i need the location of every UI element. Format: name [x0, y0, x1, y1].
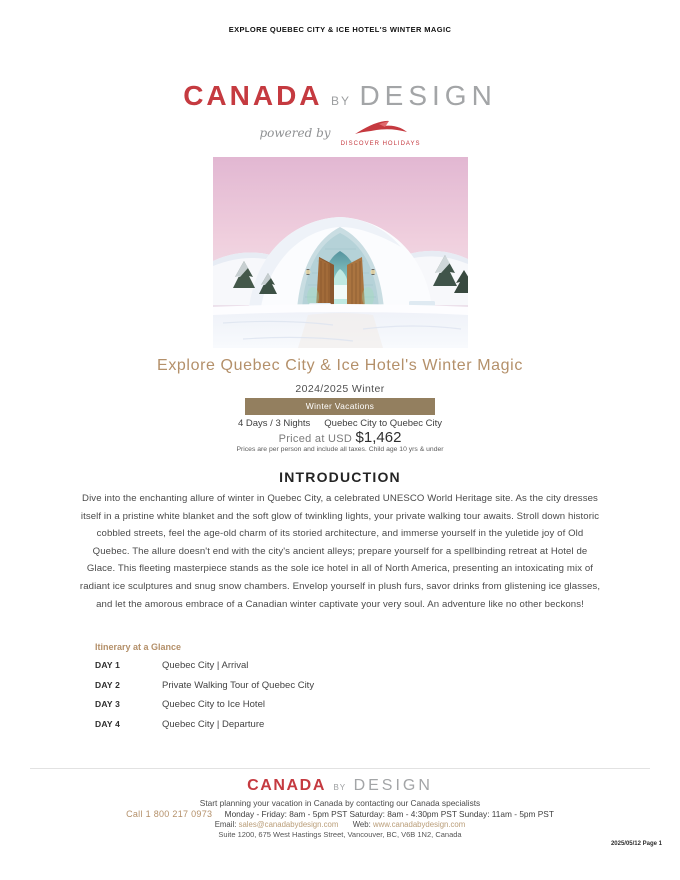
day-label: DAY 3 — [95, 699, 121, 709]
footer-contact-line — [0, 820, 680, 829]
day-description: Quebec City | Arrival — [162, 660, 249, 671]
itinerary-row-day1 — [95, 660, 535, 671]
price-value: $1,462 — [355, 429, 402, 446]
brand-design-wordmark: DESIGN — [359, 80, 497, 111]
powered-by-row — [0, 118, 680, 147]
day-description: Quebec City | Departure — [162, 718, 265, 730]
footer-brand-logo — [0, 777, 680, 795]
itinerary-section — [95, 642, 535, 738]
day-label: DAY 2 — [95, 679, 121, 690]
brand-by-text: BY — [333, 783, 347, 792]
footer-address: Suite 1200, 675 West Hastings Street, Vancouver, BC, V6B 1N2, Canada — [218, 830, 462, 839]
powered-by-label: powered by — [259, 126, 331, 140]
day-label: DAY 1 — [95, 660, 121, 670]
trip-route: Quebec City to Quebec City — [324, 418, 443, 429]
day-label: DAY 4 — [95, 718, 121, 729]
trip-title: Explore Quebec City & Ice Hotel's Winter Magic — [157, 357, 523, 374]
priced-at-label: Priced at USD — [278, 433, 353, 445]
footer-call-line — [0, 809, 680, 819]
document-header-title: EXPLORE QUEBEC CITY & ICE HOTEL'S WINTER MAGIC — [228, 25, 452, 34]
day-description: Private Walking Tour of Quebec City — [162, 679, 315, 691]
footer-divider — [30, 768, 650, 769]
brand-canada-wordmark: CANADA — [247, 777, 326, 794]
trip-meta — [0, 418, 680, 429]
email-label: Email: — [214, 820, 237, 829]
web-link[interactable]: www.canadabydesign.com — [372, 820, 466, 829]
brand-by-text: BY — [330, 94, 351, 108]
itinerary-row-day3 — [95, 699, 535, 710]
page-stamp: 2025/05/12 Page 1 — [610, 841, 662, 847]
itinerary-heading: Itinerary at a Glance — [95, 642, 182, 652]
discover-holidays-swoosh-icon — [349, 118, 413, 140]
category-badge: Winter Vacations — [245, 398, 435, 415]
discover-holidays-name: DISCOVER HOLIDAYS — [340, 141, 421, 147]
badge-row — [0, 396, 680, 415]
office-hours: Monday - Friday: 8am - 5pm PST Saturday: 8am - 4:30pm PST Sunday: 11am - 5pm PST — [224, 809, 554, 819]
itinerary-row-day4 — [95, 719, 535, 730]
brand-logo — [0, 80, 680, 112]
introduction-heading: INTRODUCTION — [279, 469, 401, 485]
footer-tagline: Start planning your vacation in Canada by contacting our Canada specialists — [199, 798, 481, 808]
brand-design-wordmark: DESIGN — [353, 777, 433, 794]
trip-duration: 4 Days / 3 Nights — [237, 418, 311, 429]
trip-season: 2024/2025 Winter — [295, 383, 385, 395]
web-label: Web: — [352, 820, 371, 829]
day-description: Quebec City to Ice Hotel — [162, 699, 265, 710]
itinerary-row-day2 — [95, 680, 535, 691]
discover-holidays-logo — [341, 118, 421, 147]
ice-hotel-photo — [213, 157, 468, 348]
brand-canada-wordmark: CANADA — [183, 80, 323, 111]
price-line — [0, 429, 680, 446]
price-fine-print: Prices are per person and include all taxes. Child age 10 yrs & under — [236, 446, 444, 453]
email-link[interactable]: sales@canadabydesign.com — [238, 820, 339, 829]
introduction-body: Dive into the enchanting allure of winter in Quebec City, a celebrated UNESCO World Heritage site. As the city dresses itself in a pristine white blanket and the soft glow of twinkling lights, your private walking tour awaits. Stroll down historic cobbled streets, feel the age-old charm of its storied architecture, and immerse yourself in the yuletide joy of Old Quebec. The allure doesn't end with the city's ancient alleys; prepare yourself for a spellbinding retreat at Hotel de Glace. This fleeting masterpiece stands as the sole ice hotel in all of North America, presenting an intoxicating mix of radiant ice sculptures and snug snow chambers. Envelop yourself in plush furs, savor drinks from glistening ice glasses, and let the amorous embrace of a Canadian winter captivate your very soul. An adventure like no other beckons! — [79, 493, 601, 610]
phone-number[interactable]: Call 1 800 217 0973 — [126, 809, 213, 819]
